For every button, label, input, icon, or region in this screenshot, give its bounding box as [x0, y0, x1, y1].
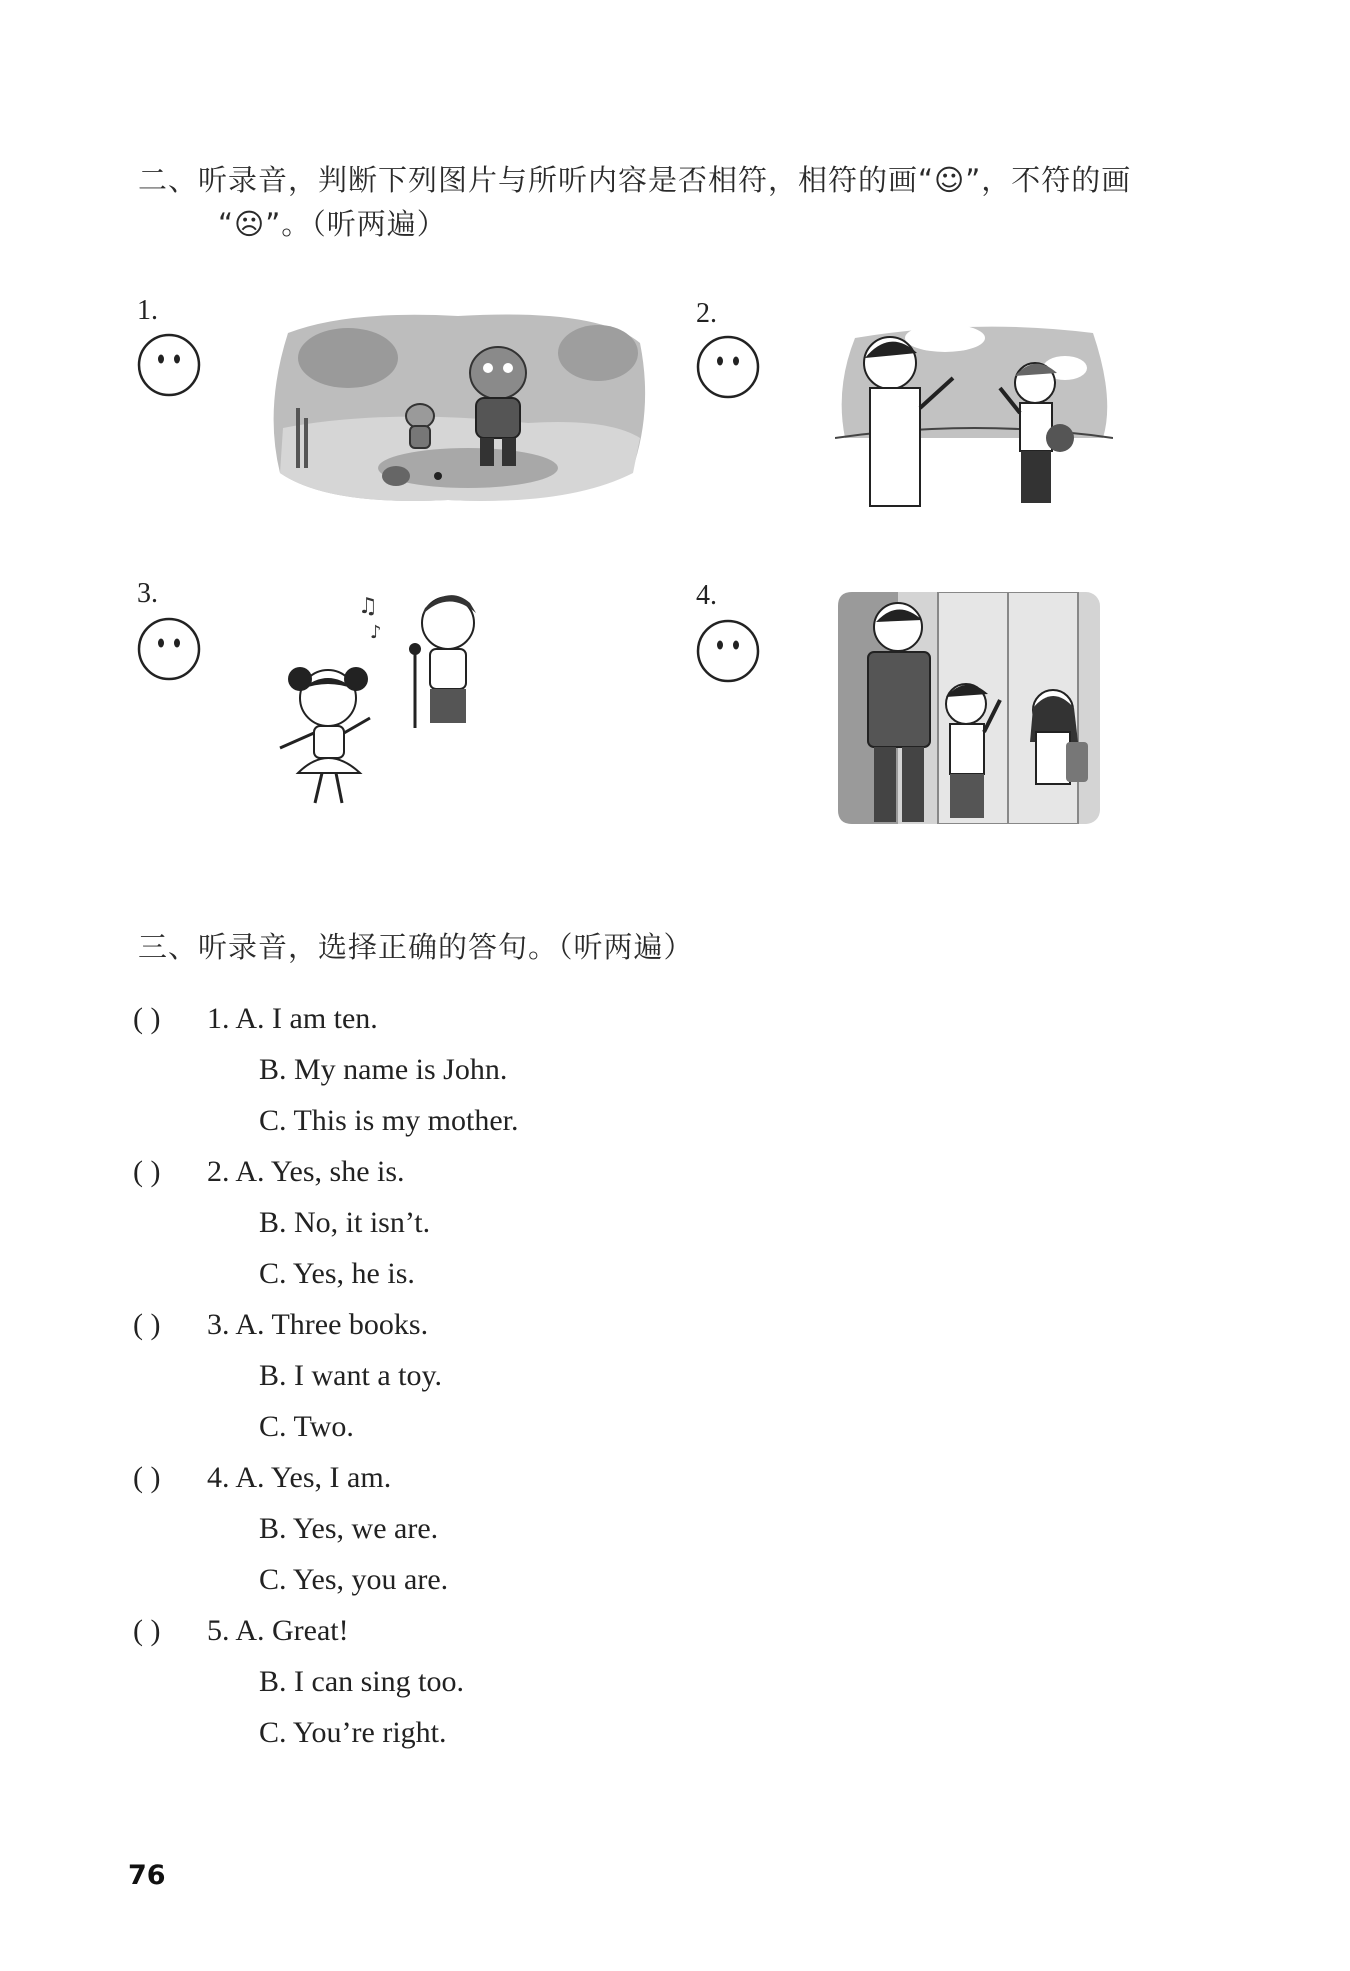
man-boy-waving-picture	[835, 318, 1113, 508]
question-1-option-c: C. This is my mother.	[259, 1104, 519, 1137]
item-number-4: 4.	[696, 580, 717, 611]
question-1-option-b: B. My name is John.	[259, 1053, 508, 1086]
blank-face-icon[interactable]	[137, 617, 201, 681]
question-5-option-a: 5. A. Great!	[207, 1614, 349, 1647]
section3-title: 三、听录音，选择正确的答句。（听两遍）	[138, 930, 694, 964]
question-4-option-b: B. Yes, we are.	[259, 1512, 439, 1545]
question-1-option-a: 1. A. I am ten.	[207, 1002, 378, 1035]
question-4-option-a: 4. A. Yes, I am.	[207, 1461, 392, 1494]
item-number-1: 1.	[137, 295, 158, 326]
answer-blank[interactable]: ( )	[133, 1461, 161, 1494]
blank-face-icon[interactable]	[696, 335, 760, 399]
question-2-option-a: 2. A. Yes, she is.	[207, 1155, 405, 1188]
blank-face-icon[interactable]	[696, 619, 760, 683]
question-5-option-b: B. I can sing too.	[259, 1665, 464, 1698]
question-4-option-c: C. Yes, you are.	[259, 1563, 449, 1596]
section2-title-line2: “☹”。（听两遍）	[218, 207, 447, 241]
question-2-option-b: B. No, it isn’t.	[259, 1206, 431, 1239]
cat-mouse-pond-picture	[268, 308, 648, 506]
item-number-2: 2.	[696, 298, 717, 329]
girl-dancing-boy-singing-picture	[270, 583, 495, 823]
answer-blank[interactable]: ( )	[133, 1614, 161, 1647]
answer-blank[interactable]: ( )	[133, 1155, 161, 1188]
answer-blank[interactable]: ( )	[133, 1308, 161, 1341]
answer-blank[interactable]: ( )	[133, 1002, 161, 1035]
blank-face-icon[interactable]	[137, 333, 201, 397]
question-3-option-a: 3. A. Three books.	[207, 1308, 429, 1341]
section2-title-line1: 二、听录音，判断下列图片与所听内容是否相符，相符的画“☺”，不符的画	[138, 163, 1132, 197]
question-5-option-c: C. You’re right.	[259, 1716, 447, 1749]
item-number-3: 3.	[137, 578, 158, 609]
svg-text:♪: ♪	[370, 622, 382, 643]
svg-text:♫: ♫	[358, 594, 378, 619]
page-number: 76	[128, 1860, 166, 1891]
question-3-option-c: C. Two.	[259, 1410, 354, 1443]
teacher-students-picture	[838, 592, 1100, 824]
question-3-option-b: B. I want a toy.	[259, 1359, 443, 1392]
question-2-option-c: C. Yes, he is.	[259, 1257, 415, 1290]
